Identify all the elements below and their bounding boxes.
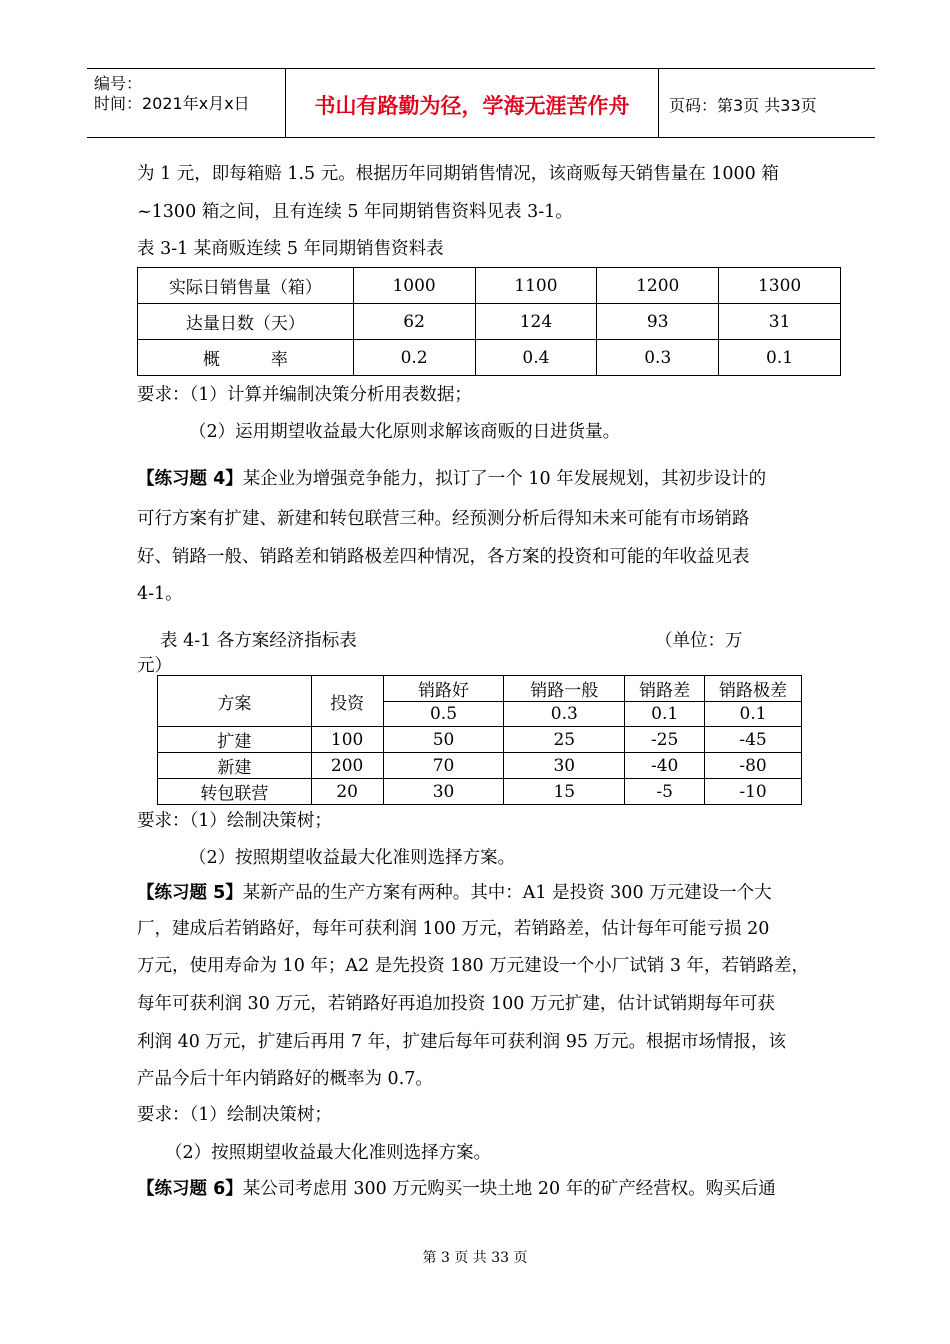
paragraph-line: ~1300 箱之间，且有连续 5 年同期销售资料见表 3-1。: [137, 202, 573, 222]
table-cell: 1300: [719, 268, 841, 304]
table-4-1: [157, 675, 802, 805]
requirement-line: 要求：（1）绘制决策树；: [137, 811, 332, 831]
page-header: [87, 68, 875, 138]
table-cell: -5: [625, 779, 705, 805]
table-header-cell: 销路差: [625, 676, 705, 702]
table-cell: -40: [625, 753, 705, 779]
table-row: [158, 779, 802, 805]
table-unit: 元）: [137, 656, 172, 676]
number-label: 编号：: [94, 74, 143, 93]
table-cell: 70: [383, 753, 504, 779]
paragraph-line: 厂，建成后若销路好，每年可获利润 100 万元，若销路差，估计每年可能亏损 20: [137, 919, 770, 939]
table-header-cell: 投资: [311, 676, 383, 727]
table-cell: 0.4: [475, 340, 597, 376]
exercise-4-line: 【练习题 4】某企业为增强竞争能力，拟订了一个 10 年发展规划，其初步设计的: [137, 469, 767, 489]
table-row: [158, 727, 802, 753]
paragraph-line: 4-1。: [137, 584, 183, 604]
table-cell: 1200: [597, 268, 719, 304]
table-3-1: [137, 267, 841, 376]
table-cell: 0.3: [597, 340, 719, 376]
table-header-cell: 方案: [158, 676, 312, 727]
table-caption: 表 3-1 某商贩连续 5 年同期销售资料表: [137, 239, 444, 259]
table-header-cell: 销路一般: [504, 676, 625, 702]
exercise-tag: 【练习题 4】: [137, 469, 243, 489]
header-page-label: 页码：第3页 共33页: [669, 95, 817, 115]
paragraph-line: 好、销路一般、销路差和销路极差四种情况，各方案的投资和可能的年收益见表: [137, 547, 750, 567]
table-cell: 62: [353, 304, 475, 340]
table-caption: 表 4-1 各方案经济指标表: [160, 631, 357, 651]
table-cell: 1100: [475, 268, 597, 304]
time-label: 时间：2021年x月x日: [94, 94, 250, 113]
table-cell: -10: [705, 779, 802, 805]
table-cell: -25: [625, 727, 705, 753]
header-motto: 书山有路勤为径，学海无涯苦作舟: [286, 69, 659, 137]
requirement-line: 要求：（1）绘制决策树；: [137, 1105, 332, 1125]
table-row: [138, 304, 841, 340]
table-row: [158, 753, 802, 779]
table-cell: 20: [311, 779, 383, 805]
table-cell: 30: [383, 779, 504, 805]
table-header-cell: 销路极差: [705, 676, 802, 702]
exercise-6-line: 【练习题 6】某公司考虑用 300 万元购买一块土地 20 年的矿产经营权。购买后通: [137, 1179, 776, 1199]
paragraph-line: 每年可获利润 30 万元，若销路好再追加投资 100 万元扩建，估计试销期每年可获: [137, 994, 775, 1014]
paragraph-line: 可行方案有扩建、新建和转包联营三种。经预测分析后得知未来可能有市场销路: [137, 509, 750, 529]
exercise-tag: 【练习题 6】: [137, 1179, 243, 1199]
header-meta-cell: [87, 69, 286, 137]
table-cell: 扩建: [158, 727, 312, 753]
table-cell: 93: [597, 304, 719, 340]
table-cell: 31: [719, 304, 841, 340]
table-cell: 1000: [353, 268, 475, 304]
table-unit: （单位：万: [655, 631, 743, 651]
table-cell: 0.1: [719, 340, 841, 376]
table-cell: 0.1: [625, 702, 705, 727]
paragraph-line: 产品今后十年内销路好的概率为 0.7。: [137, 1069, 433, 1089]
table-cell: 15: [504, 779, 625, 805]
table-row: [138, 340, 841, 376]
table-cell: -80: [705, 753, 802, 779]
table-cell: 达量日数（天）: [138, 304, 354, 340]
requirement-line: （2）按照期望收益最大化准则选择方案。: [165, 1143, 492, 1163]
table-cell: 200: [311, 753, 383, 779]
table-cell: 100: [311, 727, 383, 753]
exercise-tag: 【练习题 5】: [137, 883, 243, 903]
table-cell: 124: [475, 304, 597, 340]
table-cell: 实际日销售量（箱）: [138, 268, 354, 304]
paragraph-line: 万元，使用寿命为 10 年；A2 是先投资 180 万元建设一个小厂试销 3 年，若销路差，: [137, 956, 810, 976]
table-cell: 新建: [158, 753, 312, 779]
table-cell: 25: [504, 727, 625, 753]
table-cell: 0.3: [504, 702, 625, 727]
table-cell: 0.2: [353, 340, 475, 376]
table-cell: 概 率: [138, 340, 354, 376]
paragraph-line: 为 1 元，即每箱赔 1.5 元。根据历年同期销售情况，该商贩每天销售量在 1000 箱: [137, 164, 779, 184]
requirement-line: （2）运用期望收益最大化原则求解该商贩的日进货量。: [189, 422, 621, 442]
table-cell: 50: [383, 727, 504, 753]
table-cell: 30: [504, 753, 625, 779]
page-footer: 第 3 页 共 33 页: [422, 1250, 528, 1266]
table-cell: 0.1: [705, 702, 802, 727]
exercise-5-line: 【练习题 5】某新产品的生产方案有两种。其中：A1 是投资 300 万元建设一个大: [137, 883, 772, 903]
table-cell: 0.5: [383, 702, 504, 727]
table-row: [158, 676, 802, 702]
table-header-cell: 销路好: [383, 676, 504, 702]
requirement-line: （2）按照期望收益最大化准则选择方案。: [189, 848, 516, 868]
table-cell: -45: [705, 727, 802, 753]
table-cell: 转包联营: [158, 779, 312, 805]
requirement-line: 要求：（1）计算并编制决策分析用表数据；: [137, 385, 472, 405]
table-row: [138, 268, 841, 304]
paragraph-line: 利润 40 万元，扩建后再用 7 年，扩建后每年可获利润 95 万元。根据市场情报，该: [137, 1032, 787, 1052]
